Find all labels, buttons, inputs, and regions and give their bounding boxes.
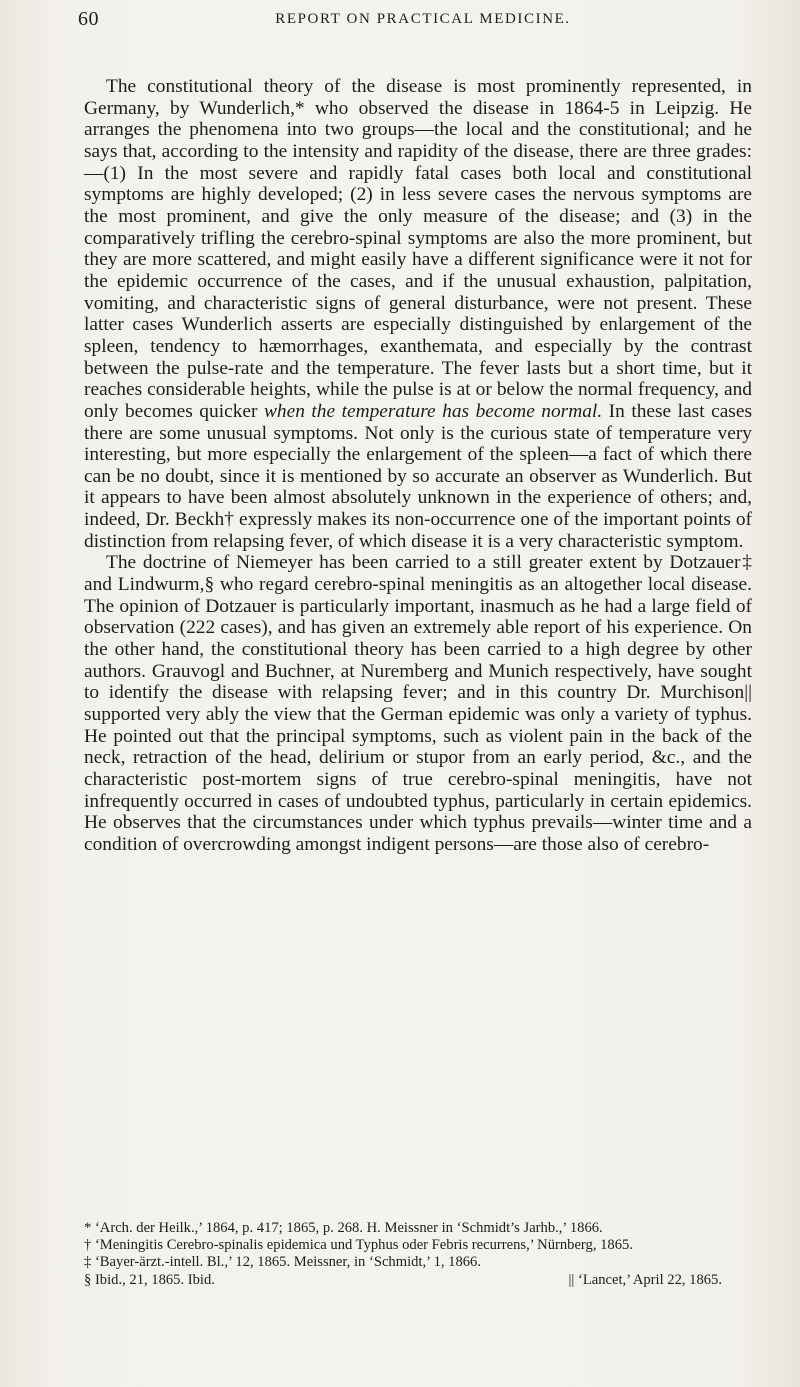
paragraph-1 — [84, 76, 752, 552]
footnote-2: † ‘Meningitis Cerebro-spinalis epidemica und Typhus oder Febris recurrens,’ Nürnberg, 1865. — [84, 1237, 633, 1254]
paragraph-2: The doctrine of Niemeyer has been carried to a still greater extent by Dotzauer‡ and Lindwurm,§ who regard cerebro-spinal meningitis as an altogether local disease. The opinion of Dotzauer is particularly important, inasmuch as he had a large field of observation (222 cases), and has given an extremely able report of his experience. On the other hand, the constitutional theory has been carried to a high degree by other authors. Grauvogl and Buchner, at Nuremberg and Munich respectively, have sought to identify the disease with relapsing fever; and in this country Dr. Murchison|| supported very ably the view that the German epidemic was only a variety of typhus. He pointed out that the principal symptoms, such as violent pain in the back of the neck, retraction of the head, delirium or stupor from an early period, &c., and the characteristic post-mortem signs of true cerebro-spinal meningitis, have not infrequently occurred in cases of undoubted typhus, particularly in certain epidemics. He observes that the circumstances under which typhus prevails—winter time and a condition of overcrowding amongst indigent persons—are those also of cerebro- — [84, 552, 752, 855]
running-title: REPORT ON PRACTICAL MEDICINE. — [275, 11, 571, 27]
footnote-4: § Ibid., 21, 1865. Ibid. — [84, 1271, 215, 1288]
main-text — [84, 76, 752, 856]
footnotes — [84, 1220, 752, 1289]
paragraph-1-part-3: In these last cases there are some unusual symptoms. Not only is the curious state of temperature very interesting, but more especially the enlargement of the spleen—a fact of which there can be no doubt, since it is mentioned by so accurate an observer as Wunderlich. But it appears to have been almost absolutely unknown in the experience of others; and, indeed, Dr. Beckh† expressly makes its non-occurrence one of the important points of distinction from relapsing fever, of which disease it is a very characteristic symptom. — [84, 400, 753, 552]
footnote-3: ‡ ‘Bayer-ärzt.-intell. Bl.,’ 12, 1865. Meissner, in ‘Schmidt,’ 1, 1866. — [84, 1254, 481, 1271]
paragraph-1-part-1: The constitutional theory of the disease is most prominently represented, in Germany, by Wunderlich,* who observed the disease in 1864-5 in Leipzig. He arranges the phenomena into two groups—the local and the constitutional; and he says that, according to the intensity and rapidity of the disease, there are three grades:—(1) In the most severe and rapidly fatal cases both local and constitutional symptoms are highly developed; (2) in less severe cases the nervous symptoms are the most prominent, and give the only measure of the disease; and (3) in the comparatively trifling the cerebro-spinal symptoms are also the more prominent, but they are more scattered, and might easily have a different significance were it not for the epidemic occurrence of the cases, and if the unusual exhaustion, palpitation, vomiting, and characteristic signs of general disturbance, were not present. These latter cases Wunderlich asserts are especially distinguished by enlargement of the spleen, tendency to hæmorrhages, exanthemata, and especially by the contrast between the pulse-rate and the temperature. The fever lasts but a short time, but it reaches considerable heights, while the pulse is at or below the normal frequency, and only becomes quicker — [84, 76, 752, 422]
page-number: 60 — [78, 8, 99, 30]
footnote-5: || ‘Lancet,’ April 22, 1865. — [568, 1271, 722, 1288]
page-header — [78, 8, 768, 38]
footnote-row-4 — [84, 1272, 752, 1289]
italic-phrase: when the temperature has become normal. — [263, 400, 603, 422]
footnote-1: * ‘Arch. der Heilk.,’ 1864, p. 417; 1865, p. 268. H. Meissner in ‘Schmidt’s Jarhb.,’ 1866. — [84, 1220, 603, 1236]
